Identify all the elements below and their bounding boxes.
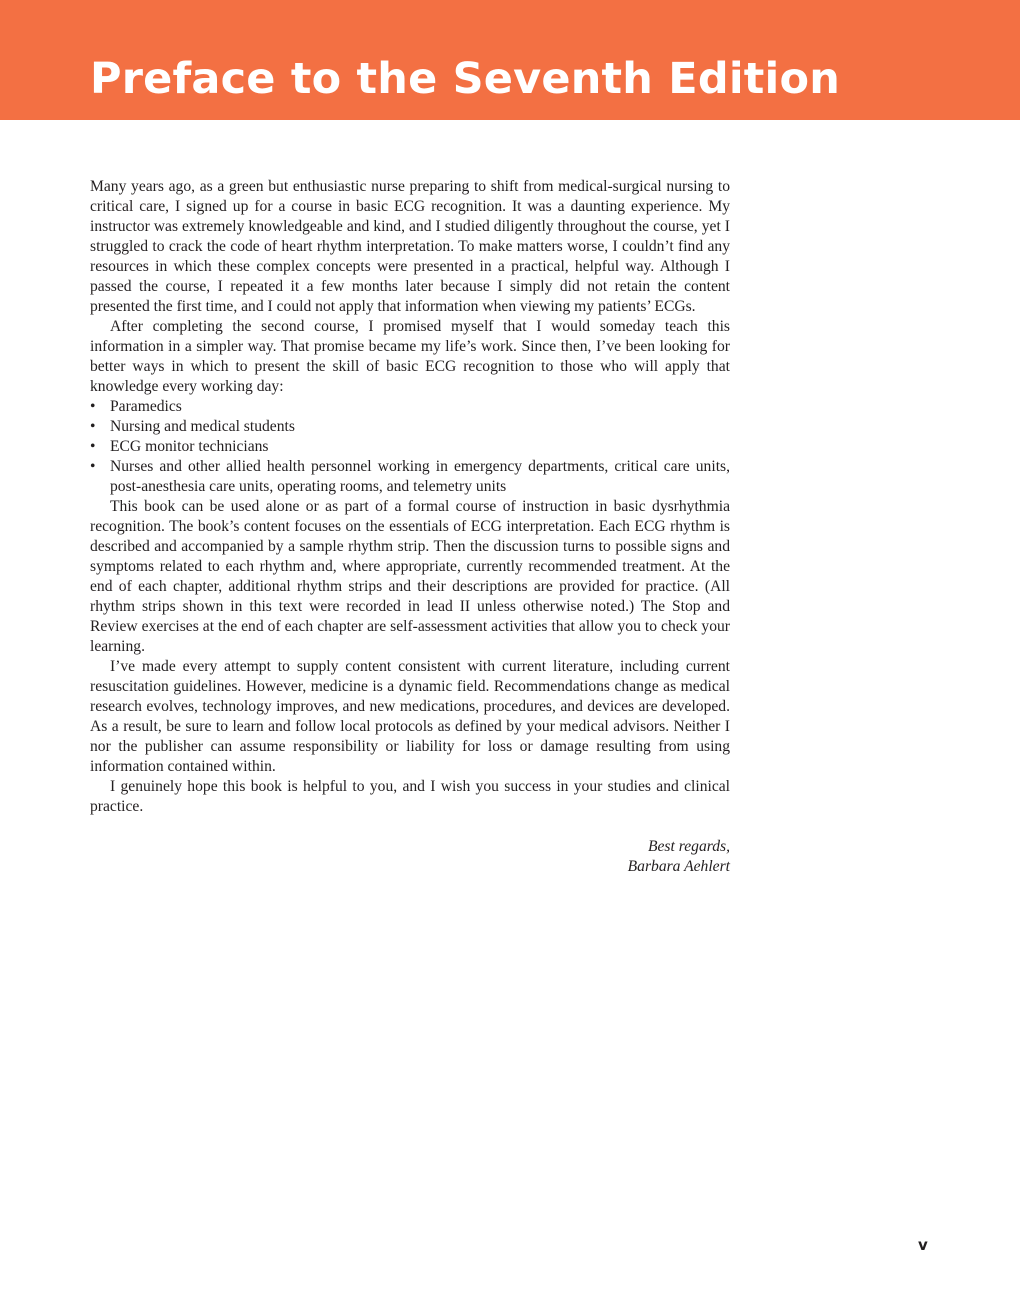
- signoff: [90, 837, 730, 877]
- bullet-icon: •: [90, 398, 96, 415]
- list-item: [90, 397, 730, 417]
- bullet-icon: •: [90, 418, 96, 435]
- list-item: [90, 417, 730, 437]
- list-item-text: Nurses and other allied health personnel working in emergency departments, critical care units, post-anesthesia care units, operating rooms, and telemetry units: [110, 458, 730, 495]
- signoff-author: Barbara Aehlert: [627, 858, 730, 875]
- paragraph-5: I genuinely hope this book is helpful to you, and I wish you success in your studies and clinical practice.: [90, 778, 730, 815]
- chapter-title: Preface to the Seventh Edition: [90, 54, 841, 104]
- bullet-icon: •: [90, 438, 96, 455]
- bullet-icon: •: [90, 458, 96, 475]
- audience-list: [90, 397, 730, 497]
- paragraph-3: This book can be used alone or as part of a formal course of instruction in basic dysrhythmia recognition. The book’s content focuses on the essentials of ECG interpretation. Each ECG rhythm is described and accompanied by a sample rhythm strip. Then the discussion turns to possible signs and symptoms related to each rhythm and, where appropriate, currently recommended treatment. At the end of each chapter, additional rhythm strips and their descriptions are provided for practice. (All rhythm strips shown in this text were recorded in lead II unless otherwise noted.) The Stop and Review exercises at the end of each chapter are self-assessment activities that allow you to check your learning.: [90, 498, 730, 655]
- page-number: v: [918, 1236, 928, 1254]
- list-item: [90, 437, 730, 457]
- preface-body: [90, 177, 730, 877]
- list-item: [90, 457, 730, 497]
- list-item-text: ECG monitor technicians: [110, 438, 269, 455]
- header-band: [0, 0, 1020, 120]
- list-item-text: Nursing and medical students: [110, 418, 295, 435]
- paragraph-1: Many years ago, as a green but enthusiastic nurse preparing to shift from medical-surgical nursing to critical care, I signed up for a course in basic ECG recognition. It was a daunting experience. My instructor was extremely knowledgeable and kind, and I studied diligently throughout the course, yet I struggled to crack the code of heart rhythm interpretation. To make matters worse, I couldn’t find any resources in which these complex concepts were presented in a practical, helpful way. Although I passed the course, I repeated it a few months later because I simply did not retain the content presented the first time, and I could not apply that information when viewing my patients’ ECGs.: [90, 178, 730, 315]
- signoff-closing: Best regards,: [647, 838, 730, 855]
- paragraph-4: I’ve made every attempt to supply content consistent with current literature, including current resuscitation guidelines. However, medicine is a dynamic field. Recommendations change as medical research evolves, technology improves, and new medications, procedures, and devices are developed. As a result, be sure to learn and follow local protocols as defined by your medical advisors. Neither I nor the publisher can assume responsibility or liability for loss or damage resulting from using information contained within.: [90, 658, 730, 775]
- paragraph-2: After completing the second course, I promised myself that I would someday teach this information in a simpler way. That promise became my life’s work. Since then, I’ve been looking for better ways in which to present the skill of basic ECG recognition to those who will apply that knowledge every working day:: [90, 318, 730, 395]
- list-item-text: Paramedics: [110, 398, 182, 415]
